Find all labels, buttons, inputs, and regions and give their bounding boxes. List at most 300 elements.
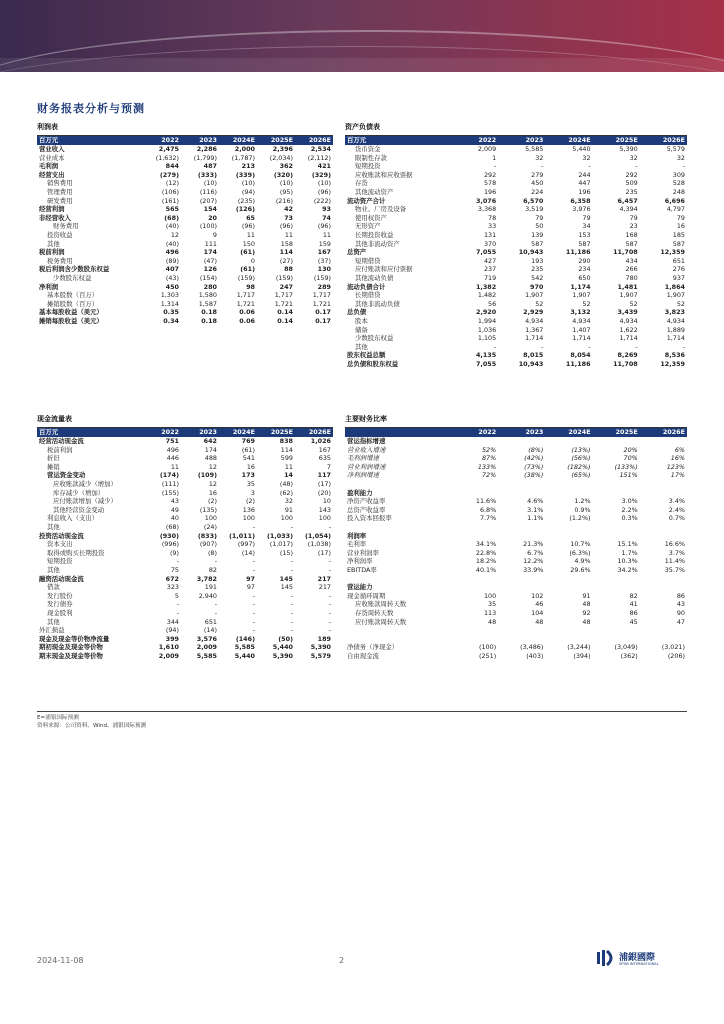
financial-ratios-table [345, 416, 687, 660]
cashflow-cell: 1,026 [310, 437, 331, 446]
balance-cell: 1,994 [477, 316, 497, 325]
section-title: 财务报表分析与预测 [37, 102, 145, 115]
balance-cell: 2,920 [475, 308, 497, 317]
cashflow-cell: 145 [280, 583, 293, 592]
balance-row-label: 长期投资收益 [355, 231, 394, 240]
ratios-cell [451, 523, 498, 532]
balance-cell: 3,368 [477, 205, 497, 214]
ratios-row [345, 446, 687, 455]
income-cell: 111 [204, 239, 217, 248]
income-row-label: 其他 [47, 239, 60, 248]
ratios-cell: 123% [666, 462, 685, 471]
income-cell: 0.06 [239, 308, 255, 317]
ratios-row-label [345, 480, 451, 489]
balance-header-row [345, 136, 687, 145]
income-cell: 174 [203, 248, 217, 257]
income-cell: (10) [203, 179, 217, 188]
balance-cell: 56 [488, 299, 497, 308]
cashflow-row [37, 471, 333, 480]
cashflow-row [37, 643, 333, 652]
ratios-cell [498, 635, 545, 644]
income-cell: 247 [279, 282, 293, 291]
ratios-cell: 18.2% [475, 557, 497, 566]
cashflow-cell: 16 [208, 488, 217, 497]
cashflow-cell: - [290, 557, 293, 566]
ratios-cell: 16.6% [664, 540, 685, 549]
balance-cell: 12,359 [660, 248, 685, 257]
cashflow-cell: - [214, 608, 217, 617]
income-header-cell: 2024E [219, 136, 257, 145]
income-cell: 213 [241, 162, 255, 171]
cashflow-cell: 114 [280, 445, 293, 454]
ratios-row-label: 现金循环周期 [347, 591, 386, 600]
cashflow-cell: (9) [169, 548, 179, 557]
ratios-row-label: 盈利能力 [347, 488, 373, 497]
cashflow-cell: - [290, 566, 293, 574]
balance-cell: 2,009 [477, 145, 497, 154]
cashflow-row [37, 583, 333, 592]
income-cell: 0.35 [163, 308, 179, 317]
income-row [37, 283, 333, 292]
income-cell: 844 [165, 162, 179, 171]
income-cell: 114 [279, 248, 293, 257]
ratios-cell: 0.9% [574, 505, 591, 514]
cashflow-cell: - [290, 608, 293, 617]
income-cell: 9 [212, 231, 217, 240]
balance-cell: 1,622 [619, 325, 638, 334]
ratios-cell: (6.3%) [569, 548, 591, 557]
balance-cell: 1,482 [477, 291, 497, 300]
ratios-cell: 102 [531, 591, 544, 600]
income-cell: 1,717 [274, 291, 293, 300]
ratios-cell: 86 [676, 591, 685, 600]
balance-cell: 224 [531, 188, 544, 197]
ratios-cell: (73%) [524, 462, 544, 471]
cashflow-row [37, 463, 333, 472]
cashflow-cell: 599 [280, 454, 293, 463]
income-cell: (94) [241, 188, 255, 197]
ratios-header-cell [345, 428, 451, 437]
balance-cell: 79 [676, 213, 685, 222]
income-cell: (216) [275, 196, 293, 205]
income-cell: (159) [313, 274, 331, 282]
ratios-cell: 21.3% [523, 540, 544, 549]
balance-cell: 1,714 [619, 334, 638, 343]
income-row-label: 摊销每股收益（美元） [39, 316, 103, 325]
cashflow-cell: 5 [174, 591, 179, 600]
ratios-row [345, 626, 687, 635]
cash-flow-table [37, 416, 333, 660]
income-header-cell: 2023 [181, 136, 219, 145]
cashflow-row [37, 549, 333, 558]
balance-cell: 12,359 [660, 359, 685, 368]
balance-row [345, 145, 687, 154]
cashflow-row [37, 609, 333, 618]
ratios-cell: 4.9% [574, 557, 591, 566]
balance-cell: 52 [629, 299, 638, 308]
cashflow-header-cell: 百万元 [37, 428, 143, 437]
income-row [37, 197, 333, 206]
income-cell: (1,632) [155, 153, 179, 162]
ratios-cell [451, 626, 498, 635]
footnote-source: 资料来源：公司资料、Wind、浦银国际预测 [37, 723, 147, 729]
balance-row [345, 351, 687, 360]
income-cell: (10) [241, 179, 255, 188]
cashflow-cell: 32 [284, 497, 293, 506]
cashflow-cell: 5,390 [310, 643, 331, 652]
ratios-cell: 40.1% [475, 566, 497, 574]
balance-cell: 8,269 [617, 351, 638, 360]
balance-row [345, 154, 687, 163]
balance-cell: 196 [578, 188, 591, 197]
balance-row-label: 应付账款和应付票据 [355, 265, 413, 274]
cashflow-row-label: 营运资金变动 [47, 471, 86, 480]
balance-cell: 587 [531, 239, 544, 248]
cashflow-cell: (174) [159, 471, 179, 480]
ratios-cell [545, 489, 592, 498]
balance-cell: 292 [483, 170, 497, 179]
cashflow-header-cell: 2024E [219, 428, 257, 437]
cashflow-cell: 10 [322, 497, 331, 506]
income-cell: 0.17 [315, 308, 331, 317]
ratios-cell: 104 [531, 608, 544, 617]
balance-cell: 1,907 [525, 291, 544, 300]
cashflow-cell: - [290, 626, 293, 635]
income-statement-table [37, 124, 333, 325]
cash-flow-title: 现金流量表 [37, 416, 333, 428]
balance-cell: 196 [483, 188, 497, 197]
balance-row [345, 231, 687, 240]
balance-cell: 185 [672, 231, 685, 240]
cashflow-cell: (15) [279, 548, 293, 557]
ratios-cell: 10.3% [617, 557, 638, 566]
ratios-row-label: 净利润增速 [347, 471, 379, 480]
cashflow-cell: 217 [317, 574, 331, 583]
cashflow-row [37, 575, 333, 584]
cashflow-row-label: 应付账款增加（减少） [53, 497, 117, 506]
ratios-row-label: 存货周转天数 [355, 608, 394, 617]
ratios-row-label: 总资产收益率 [347, 505, 386, 514]
income-cell: (207) [199, 196, 217, 205]
ratios-row [345, 523, 687, 532]
balance-row-label: 短期借贷 [355, 256, 381, 265]
balance-cell: 290 [578, 256, 591, 265]
ratios-cell: 1.7% [621, 548, 638, 557]
income-cell: (333) [197, 170, 217, 179]
cashflow-cell: 635 [318, 454, 331, 463]
income-cell: (1,787) [231, 153, 255, 162]
balance-row [345, 274, 687, 283]
ratios-cell: (65%) [571, 471, 591, 480]
ratios-row [345, 643, 687, 652]
cashflow-cell: 838 [279, 437, 293, 446]
cashflow-cell: 91 [284, 505, 293, 514]
balance-cell: 6,358 [570, 196, 591, 205]
ratios-cell [451, 575, 498, 584]
ratios-row-label: EBITDA率 [347, 566, 377, 574]
balance-header-cell: 2026E [640, 136, 687, 145]
balance-cell: 3,132 [570, 308, 591, 317]
cashflow-cell: 399 [165, 634, 179, 643]
balance-row-label: 股本 [355, 316, 368, 325]
income-cell: (96) [317, 222, 331, 231]
cashflow-cell: 145 [279, 574, 293, 583]
ratios-cell [451, 635, 498, 644]
income-cell: (329) [311, 170, 331, 179]
income-cell: (222) [313, 196, 331, 205]
cashflow-cell: 642 [203, 437, 217, 446]
balance-header-cell: 百万元 [345, 136, 451, 145]
ratios-cell: (3,049) [614, 643, 638, 652]
balance-cell: - [588, 342, 591, 351]
ratios-row-label: 营业收入增速 [347, 445, 386, 454]
ratios-row [345, 497, 687, 506]
balance-cell: 1,907 [619, 291, 638, 300]
balance-row [345, 162, 687, 171]
ratios-cell [640, 635, 687, 644]
ratios-row [345, 583, 687, 592]
balance-cell: 651 [672, 256, 685, 265]
balance-cell: 5,440 [572, 145, 591, 154]
income-cell: 2,475 [158, 145, 179, 154]
income-cell: (126) [235, 205, 255, 214]
cashflow-header-row [37, 428, 333, 437]
balance-cell: - [635, 342, 638, 351]
company-logo [596, 948, 686, 970]
income-cell: 158 [280, 239, 293, 248]
cashflow-row-label: 外汇损益 [39, 626, 65, 635]
income-row-label: 经营支出 [39, 170, 65, 179]
logo-mark-icon [596, 948, 616, 968]
income-cell: 2,396 [272, 145, 293, 154]
cashflow-cell: - [328, 600, 331, 609]
balance-row-label: 其他流动资产 [355, 188, 394, 197]
cashflow-cell: 1,610 [158, 643, 179, 652]
income-row-label: 管理费用 [47, 188, 73, 197]
cashflow-cell: 100 [204, 514, 217, 523]
cashflow-cell: (17) [317, 480, 331, 489]
cashflow-cell: (1,054) [304, 531, 331, 540]
income-row-label: 营业成本 [39, 153, 65, 162]
balance-cell: 4,394 [619, 205, 638, 214]
income-row [37, 205, 333, 214]
income-cell: 0.18 [201, 316, 217, 325]
ratios-cell: 45 [629, 617, 638, 626]
ratios-cell [498, 626, 545, 635]
income-cell: 2,286 [196, 145, 217, 154]
ratios-row [345, 532, 687, 541]
cashflow-row [37, 635, 333, 644]
ratios-row [345, 489, 687, 498]
balance-row-label: 物业、厂房及设备 [355, 205, 407, 214]
ratios-cell: 35.7% [664, 566, 685, 574]
balance-cell: - [682, 162, 685, 171]
balance-row-label: 储备 [355, 325, 368, 334]
ratios-row [345, 480, 687, 489]
ratios-cell: (8%) [528, 445, 544, 454]
ratios-cell: 16% [670, 454, 685, 463]
ratios-cell [451, 480, 498, 489]
balance-cell: 6,457 [617, 196, 638, 205]
ratios-row [345, 437, 687, 446]
ratios-cell: (362) [620, 651, 638, 660]
ratios-cell: 41 [629, 600, 638, 609]
ratios-cell [640, 583, 687, 592]
balance-row-label: 应收账款和应收票据 [355, 170, 413, 179]
ratios-cell [498, 523, 545, 532]
ratios-row-label: 应付账款周转天数 [355, 617, 407, 626]
balance-cell: 970 [530, 282, 544, 291]
balance-cell: 52 [676, 299, 685, 308]
cashflow-row-label: 其他 [47, 617, 60, 626]
cashflow-row-label: 发行股份 [47, 591, 73, 600]
balance-cell: 16 [676, 222, 685, 231]
ratios-row [345, 635, 687, 644]
balance-cell: 4,934 [619, 316, 638, 325]
ratios-cell [593, 437, 640, 446]
income-row-label: 财务费用 [53, 222, 79, 231]
cashflow-cell: 769 [241, 437, 255, 446]
cashflow-cell: (61) [241, 445, 255, 454]
balance-cell: 1,382 [475, 282, 497, 291]
income-row-label: 少数股东权益 [53, 274, 92, 282]
ratios-cell [593, 480, 640, 489]
cashflow-cell: (109) [197, 471, 217, 480]
logo-text: 浦銀國際 [619, 953, 656, 963]
ratios-cell: 82 [629, 591, 638, 600]
cashflow-row-label: 摊销 [47, 462, 60, 471]
income-row-label: 基本每股收益（美元） [39, 308, 103, 317]
ratios-cell [545, 635, 592, 644]
cashflow-cell: 446 [166, 454, 179, 463]
income-cell: 11 [246, 231, 255, 240]
balance-cell: 450 [531, 179, 544, 188]
income-cell: (47) [203, 256, 217, 265]
balance-row [345, 308, 687, 317]
balance-cell: 3,076 [475, 196, 497, 205]
balance-cell: 780 [625, 274, 638, 282]
cashflow-cell: 97 [246, 583, 255, 592]
ratios-cell: (394) [573, 651, 591, 660]
cashflow-cell: - [176, 600, 179, 609]
ratios-cell [593, 523, 640, 532]
ratios-cell [545, 583, 592, 592]
cashflow-row-label: 折旧 [47, 454, 60, 463]
ratios-cell [451, 583, 498, 592]
income-row [37, 317, 333, 326]
balance-row [345, 325, 687, 334]
ratios-cell: (403) [526, 651, 544, 660]
income-cell: (96) [279, 222, 293, 231]
cashflow-cell: - [328, 626, 331, 635]
income-cell: 11 [284, 231, 293, 240]
balance-cell: 78 [488, 213, 497, 222]
cashflow-cell: (62) [279, 488, 293, 497]
cashflow-cell: 344 [166, 617, 179, 626]
income-row [37, 308, 333, 317]
income-cell: (89) [165, 256, 179, 265]
ratios-cell: 151% [619, 471, 638, 480]
ratios-cell: 133% [477, 462, 497, 471]
ratios-row [345, 592, 687, 601]
balance-row [345, 334, 687, 343]
cashflow-row [37, 592, 333, 601]
ratios-cell [498, 437, 545, 446]
balance-cell: 79 [629, 213, 638, 222]
footer-date: 2024-11-08 [37, 956, 84, 965]
income-row-label: 净利润 [39, 282, 59, 291]
income-row [37, 265, 333, 274]
balance-header-cell: 2023 [498, 136, 545, 145]
balance-cell: 542 [531, 274, 544, 282]
cashflow-cell: 5,585 [196, 651, 217, 660]
income-cell: 167 [317, 248, 331, 257]
ratios-cell: 10.7% [570, 540, 591, 549]
cashflow-cell: (1,033) [266, 531, 293, 540]
balance-row-label: 存货 [355, 179, 368, 188]
cashflow-row-label: 发行债券 [47, 600, 73, 609]
balance-cell: 528 [672, 179, 685, 188]
cashflow-row [37, 497, 333, 506]
ratios-cell: 0.3% [621, 514, 638, 523]
balance-cell: 10,943 [518, 248, 544, 257]
ratios-row-label: 毛利率 [347, 540, 367, 549]
cashflow-row-label: 其他 [47, 523, 60, 532]
cashflow-cell: (48) [279, 480, 293, 489]
balance-cell: - [493, 162, 497, 171]
ratios-row-label: 利润率 [347, 531, 367, 540]
ratios-header-cell: 2023 [498, 428, 545, 437]
cashflow-cell: (68) [165, 523, 179, 532]
cashflow-row [37, 626, 333, 635]
cashflow-cell: 3,782 [196, 574, 217, 583]
ratios-cell: 52% [481, 445, 497, 454]
ratios-cell [593, 575, 640, 584]
balance-cell: 587 [578, 239, 591, 248]
balance-row-label: 总资产 [347, 248, 367, 257]
cashflow-cell: 97 [246, 574, 255, 583]
ratios-row-label: 应收账款周转天数 [355, 600, 407, 609]
balance-cell: 1,481 [617, 282, 638, 291]
cashflow-cell: - [290, 617, 293, 626]
balance-cell: 3,519 [525, 205, 544, 214]
balance-cell: 10,943 [518, 359, 544, 368]
ratios-cell [498, 575, 545, 584]
balance-cell: 4,797 [666, 205, 685, 214]
balance-row [345, 283, 687, 292]
cashflow-cell: 82 [208, 566, 217, 574]
income-cell: (37) [317, 256, 331, 265]
balance-sheet-title: 资产负债表 [345, 124, 687, 136]
balance-cell: - [541, 162, 544, 171]
income-cell: 487 [203, 162, 217, 171]
ratios-cell: (56%) [571, 454, 591, 463]
ratios-cell: 2.2% [621, 505, 638, 514]
balance-row [345, 222, 687, 231]
income-cell: (320) [273, 170, 293, 179]
cashflow-cell: (907) [199, 540, 217, 549]
balance-cell: 578 [483, 179, 497, 188]
ratios-row-label: 营业利润增速 [347, 462, 386, 471]
balance-sheet-table [345, 124, 687, 368]
cashflow-cell: - [214, 557, 217, 566]
balance-cell: 34 [582, 222, 591, 231]
income-cell: 496 [165, 248, 179, 257]
cashflow-cell: (24) [203, 523, 217, 532]
income-cell: 280 [203, 282, 217, 291]
ratios-cell: 6% [674, 445, 685, 454]
income-cell: 88 [284, 265, 293, 274]
